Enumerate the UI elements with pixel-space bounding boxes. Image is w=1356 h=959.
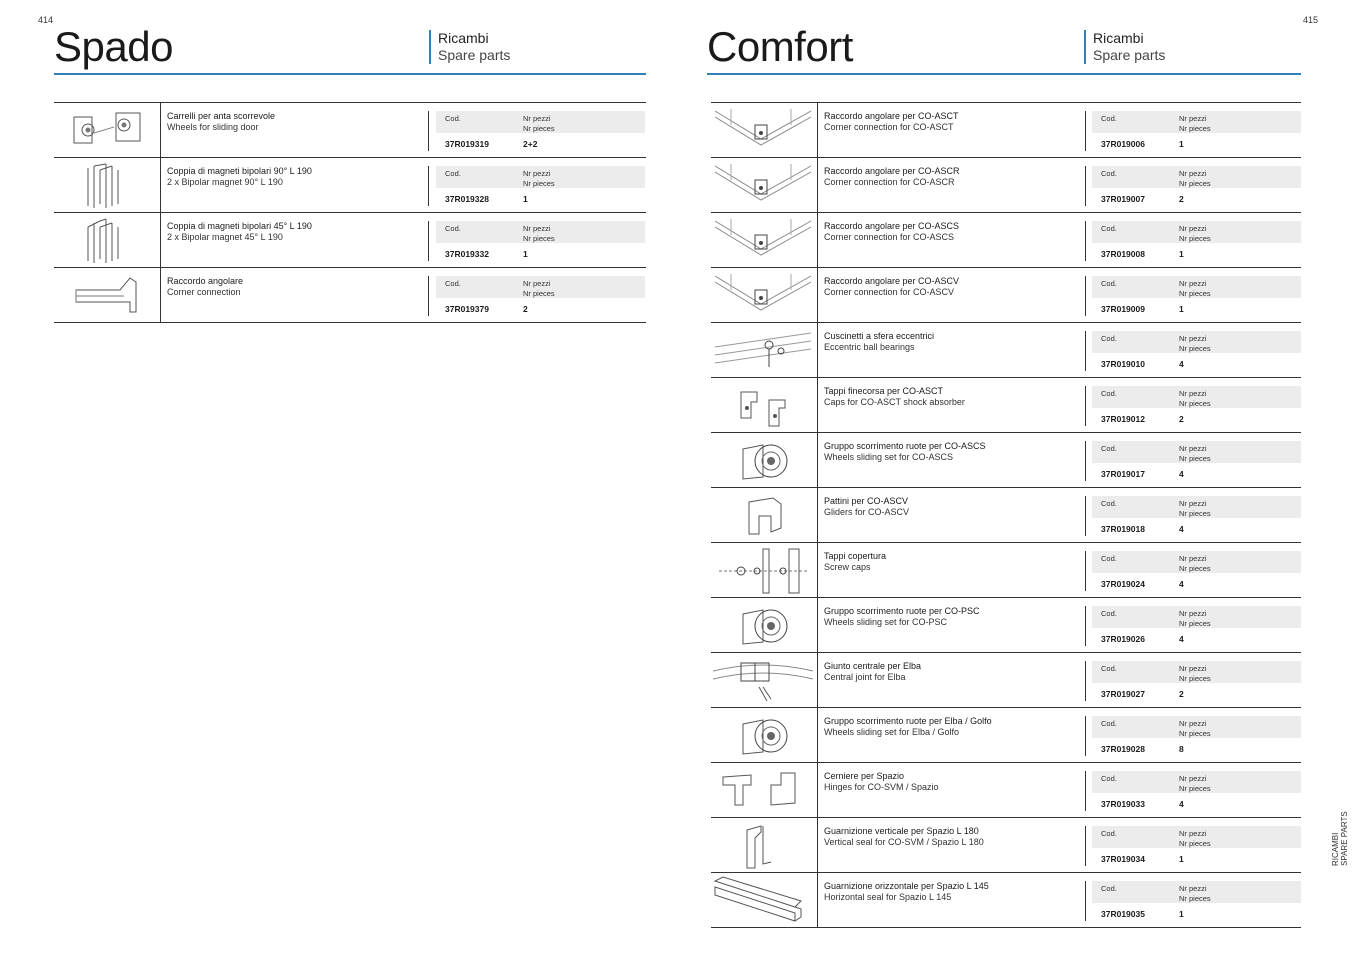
qty-label — [1179, 169, 1211, 189]
section-heading-left — [429, 30, 510, 64]
part-code: 37R019008 — [1101, 249, 1145, 259]
part-name-en: Horizontal seal for Spazio L 145 — [824, 892, 952, 902]
code-header-box — [1092, 441, 1301, 463]
part-description — [824, 826, 984, 848]
qty-label — [1179, 829, 1211, 849]
part-description — [824, 166, 960, 188]
part-name-en: Screw caps — [824, 562, 871, 572]
code-label: Cod. — [1101, 774, 1117, 783]
column-divider — [428, 111, 429, 151]
code-label: Cod. — [1101, 279, 1117, 288]
part-quantity: 8 — [1179, 744, 1184, 754]
part-name-en: Wheels for sliding door — [167, 122, 259, 132]
column-divider — [1085, 441, 1086, 481]
column-divider — [1085, 661, 1086, 701]
part-name-it: Gruppo scorrimento ruote per CO-PSC — [824, 606, 980, 616]
qty-label-it: Nr pezzi — [1179, 609, 1207, 618]
code-label: Cod. — [1101, 719, 1117, 728]
part-code: 37R019026 — [1101, 634, 1145, 644]
code-label: Cod. — [445, 279, 461, 288]
part-image — [711, 213, 818, 267]
magnet-profile-90-icon — [54, 158, 160, 212]
qty-label — [523, 279, 555, 299]
part-description — [167, 276, 243, 298]
part-image — [711, 268, 818, 322]
part-row — [711, 268, 1301, 323]
qty-label-en: Nr pieces — [1179, 344, 1211, 353]
part-code: 37R019332 — [445, 249, 489, 259]
part-description — [824, 551, 886, 573]
qty-label-en: Nr pieces — [1179, 399, 1211, 408]
column-divider — [428, 221, 429, 261]
part-row — [711, 598, 1301, 653]
qty-label-it: Nr pezzi — [1179, 719, 1207, 728]
code-header-box — [436, 111, 645, 133]
part-row — [711, 708, 1301, 763]
qty-label-it: Nr pezzi — [1179, 554, 1207, 563]
section-label-it: Ricambi — [438, 30, 489, 46]
qty-label-en: Nr pieces — [1179, 234, 1211, 243]
part-name-it: Gruppo scorrimento ruote per Elba / Golfo — [824, 716, 992, 726]
part-name-en: Hinges for CO-SVM / Spazio — [824, 782, 939, 792]
code-label: Cod. — [445, 169, 461, 178]
part-image — [54, 158, 161, 212]
qty-label-en: Nr pieces — [1179, 619, 1211, 628]
part-name-it: Coppia di magneti bipolari 45° L 190 — [167, 221, 312, 231]
code-header-box — [1092, 606, 1301, 628]
code-header-box — [1092, 111, 1301, 133]
screw-caps-icon — [711, 543, 817, 597]
qty-label-it: Nr pezzi — [1179, 224, 1207, 233]
part-row — [54, 158, 646, 213]
part-row — [711, 543, 1301, 598]
part-description — [824, 606, 980, 628]
part-name-it: Raccordo angolare per CO-ASCV — [824, 276, 960, 286]
ball-bearing-rail-icon — [711, 323, 817, 377]
code-header-box — [1092, 826, 1301, 848]
code-header-box — [436, 166, 645, 188]
column-divider — [1085, 881, 1086, 921]
side-tab-it: RICAMBI — [1331, 832, 1340, 866]
part-image — [711, 323, 818, 377]
part-quantity: 4 — [1179, 579, 1184, 589]
part-image — [711, 103, 818, 157]
part-code: 37R019024 — [1101, 579, 1145, 589]
part-quantity: 1 — [1179, 304, 1184, 314]
horizontal-seal-icon — [711, 873, 817, 927]
part-code: 37R019006 — [1101, 139, 1145, 149]
part-code: 37R019027 — [1101, 689, 1145, 699]
part-name-en: Eccentric ball bearings — [824, 342, 915, 352]
part-code: 37R019009 — [1101, 304, 1145, 314]
page-number-right: 415 — [1303, 15, 1319, 25]
part-description — [824, 771, 939, 793]
part-name-it: Raccordo angolare per CO-ASCT — [824, 111, 959, 121]
part-description — [824, 386, 965, 408]
code-label: Cod. — [445, 114, 461, 123]
part-quantity: 4 — [1179, 634, 1184, 644]
corner-frame-icon — [711, 158, 817, 212]
column-divider — [1085, 221, 1086, 261]
qty-label — [1179, 719, 1211, 739]
part-description — [167, 166, 312, 188]
code-label: Cod. — [1101, 664, 1117, 673]
part-row — [711, 158, 1301, 213]
qty-label-en: Nr pieces — [523, 179, 555, 188]
part-code: 37R019319 — [445, 139, 489, 149]
section-label-it: Ricambi — [1093, 30, 1144, 46]
part-row — [711, 433, 1301, 488]
part-name-en: Wheels sliding set for Elba / Golfo — [824, 727, 960, 737]
part-row — [711, 653, 1301, 708]
qty-label — [1179, 279, 1211, 299]
corner-frame-icon — [711, 103, 817, 157]
column-divider — [1085, 111, 1086, 151]
part-description — [824, 661, 921, 683]
part-name-en: 2 x Bipolar magnet 45° L 190 — [167, 232, 283, 242]
code-label: Cod. — [1101, 554, 1117, 563]
qty-label — [1179, 444, 1211, 464]
qty-label-it: Nr pezzi — [1179, 114, 1207, 123]
part-name-en: Corner connection for CO-ASCV — [824, 287, 955, 297]
column-divider — [1085, 166, 1086, 206]
code-header-box — [1092, 881, 1301, 903]
code-header-box — [1092, 716, 1301, 738]
part-image — [711, 708, 818, 762]
qty-label-it: Nr pezzi — [1179, 169, 1207, 178]
code-header-box — [1092, 221, 1301, 243]
part-row — [711, 873, 1301, 928]
page-number-left: 414 — [38, 15, 54, 25]
part-name-en: Corner connection for CO-ASCS — [824, 232, 955, 242]
page-title-right: Comfort — [707, 23, 853, 70]
part-name-it: Guarnizione verticale per Spazio L 180 — [824, 826, 979, 836]
column-divider — [1085, 771, 1086, 811]
part-name-en: Wheels sliding set for CO-ASCS — [824, 452, 954, 462]
corner-frame-icon — [711, 268, 817, 322]
part-quantity: 2+2 — [523, 139, 538, 149]
qty-label — [523, 169, 555, 189]
header-rule-left — [54, 73, 646, 75]
part-image — [711, 378, 818, 432]
part-name-en: 2 x Bipolar magnet 90° L 190 — [167, 177, 283, 187]
sliding-door-wheels-icon — [54, 103, 160, 157]
part-name-en: Wheels sliding set for CO-PSC — [824, 617, 948, 627]
section-label-en: Spare parts — [438, 47, 511, 63]
parts-table-right — [711, 102, 1301, 928]
glider-icon — [711, 488, 817, 542]
part-code: 37R019010 — [1101, 359, 1145, 369]
part-description — [167, 111, 275, 133]
part-image — [711, 433, 818, 487]
qty-label-it: Nr pezzi — [1179, 664, 1207, 673]
code-label: Cod. — [1101, 884, 1117, 893]
part-description — [824, 276, 959, 298]
qty-label-it: Nr pezzi — [1179, 444, 1207, 453]
part-row — [711, 323, 1301, 378]
qty-label-en: Nr pieces — [1179, 674, 1211, 683]
part-quantity: 1 — [523, 194, 528, 204]
part-name-en: Corner connection for CO-ASCR — [824, 177, 955, 187]
part-code: 37R019017 — [1101, 469, 1145, 479]
part-quantity: 4 — [1179, 469, 1184, 479]
code-header-box — [1092, 771, 1301, 793]
header-rule-right — [707, 73, 1301, 75]
qty-label-en: Nr pieces — [1179, 729, 1211, 738]
qty-label-en: Nr pieces — [523, 234, 555, 243]
code-label: Cod. — [1101, 224, 1117, 233]
part-name-it: Raccordo angolare per CO-ASCR — [824, 166, 960, 176]
qty-label-it: Nr pezzi — [1179, 774, 1207, 783]
qty-label-it: Nr pezzi — [523, 224, 551, 233]
qty-label-it: Nr pezzi — [1179, 279, 1207, 288]
part-code: 37R019379 — [445, 304, 489, 314]
part-quantity: 2 — [1179, 689, 1184, 699]
qty-label — [1179, 114, 1211, 134]
part-image — [711, 653, 818, 707]
part-code: 37R019035 — [1101, 909, 1145, 919]
part-name-en: Gliders for CO-ASCV — [824, 507, 910, 517]
part-image — [711, 873, 818, 927]
column-divider — [428, 276, 429, 316]
qty-label-it: Nr pezzi — [523, 169, 551, 178]
qty-label — [1179, 334, 1211, 354]
qty-label — [1179, 609, 1211, 629]
qty-label-en: Nr pieces — [1179, 179, 1211, 188]
corner-connection-icon — [54, 268, 160, 322]
qty-label-en: Nr pieces — [1179, 784, 1211, 793]
wheel-set-icon — [711, 598, 817, 652]
qty-label — [1179, 884, 1211, 904]
qty-label — [1179, 554, 1211, 574]
code-label: Cod. — [1101, 389, 1117, 398]
code-label: Cod. — [1101, 444, 1117, 453]
column-divider — [1085, 826, 1086, 866]
code-header-box — [1092, 166, 1301, 188]
code-label: Cod. — [1101, 499, 1117, 508]
part-row — [711, 213, 1301, 268]
qty-label-en: Nr pieces — [1179, 454, 1211, 463]
part-quantity: 2 — [523, 304, 528, 314]
column-divider — [1085, 276, 1086, 316]
part-description — [824, 716, 992, 738]
part-row — [711, 488, 1301, 543]
qty-label-it: Nr pezzi — [1179, 389, 1207, 398]
code-label: Cod. — [1101, 169, 1117, 178]
part-code: 37R019012 — [1101, 414, 1145, 424]
parts-table-left — [54, 102, 646, 323]
qty-label-it: Nr pezzi — [523, 279, 551, 288]
part-code: 37R019328 — [445, 194, 489, 204]
part-quantity: 4 — [1179, 359, 1184, 369]
qty-label-it: Nr pezzi — [1179, 884, 1207, 893]
column-divider — [428, 166, 429, 206]
code-header-box — [436, 221, 645, 243]
part-code: 37R019033 — [1101, 799, 1145, 809]
code-label: Cod. — [1101, 609, 1117, 618]
part-name-it: Giunto centrale per Elba — [824, 661, 922, 671]
end-stop-caps-icon — [711, 378, 817, 432]
part-name-en: Corner connection — [167, 287, 241, 297]
qty-label-en: Nr pieces — [1179, 839, 1211, 848]
part-image — [54, 213, 161, 267]
code-label: Cod. — [445, 224, 461, 233]
part-row — [711, 763, 1301, 818]
side-tab — [1331, 811, 1349, 866]
part-name-it: Raccordo angolare — [167, 276, 244, 286]
qty-label-en: Nr pieces — [523, 289, 555, 298]
part-description — [824, 496, 909, 518]
column-divider — [1085, 716, 1086, 756]
side-tab-en: SPARE PARTS — [1340, 811, 1349, 866]
part-description — [824, 221, 959, 243]
wheel-set-icon — [711, 708, 817, 762]
qty-label-en: Nr pieces — [1179, 894, 1211, 903]
qty-label — [1179, 389, 1211, 409]
part-row — [54, 103, 646, 158]
vertical-seal-icon — [711, 818, 817, 872]
part-image — [711, 158, 818, 212]
central-joint-icon — [711, 653, 817, 707]
part-name-it: Tappi copertura — [824, 551, 887, 561]
part-name-it: Coppia di magneti bipolari 90° L 190 — [167, 166, 312, 176]
part-image — [54, 268, 161, 322]
section-label-en: Spare parts — [1093, 47, 1166, 63]
qty-label — [1179, 664, 1211, 684]
qty-label-en: Nr pieces — [1179, 509, 1211, 518]
part-code: 37R019034 — [1101, 854, 1145, 864]
column-divider — [1085, 386, 1086, 426]
part-image — [711, 763, 818, 817]
code-header-box — [436, 276, 645, 298]
part-name-it: Gruppo scorrimento ruote per CO-ASCS — [824, 441, 986, 451]
qty-label — [1179, 774, 1211, 794]
hinges-icon — [711, 763, 817, 817]
column-divider — [1085, 606, 1086, 646]
qty-label-en: Nr pieces — [523, 124, 555, 133]
part-quantity: 4 — [1179, 799, 1184, 809]
part-row — [54, 213, 646, 268]
section-heading-right — [1084, 30, 1165, 64]
part-quantity: 1 — [1179, 909, 1184, 919]
part-image — [711, 598, 818, 652]
part-name-en: Vertical seal for CO-SVM / Spazio L 180 — [824, 837, 984, 847]
part-quantity: 1 — [1179, 249, 1184, 259]
part-name-it: Tappi finecorsa per CO-ASCT — [824, 386, 944, 396]
part-description — [824, 441, 986, 463]
code-header-box — [1092, 496, 1301, 518]
part-name-it: Pattini per CO-ASCV — [824, 496, 909, 506]
code-label: Cod. — [1101, 334, 1117, 343]
part-image — [711, 543, 818, 597]
part-name-en: Corner connection for CO-ASCT — [824, 122, 954, 132]
wheel-set-icon — [711, 433, 817, 487]
code-header-box — [1092, 661, 1301, 683]
part-image — [711, 818, 818, 872]
qty-label — [1179, 224, 1211, 244]
part-name-it: Cuscinetti a sfera eccentrici — [824, 331, 935, 341]
part-image — [54, 103, 161, 157]
part-name-en: Caps for CO-ASCT shock absorber — [824, 397, 965, 407]
qty-label-it: Nr pezzi — [1179, 499, 1207, 508]
part-row — [711, 818, 1301, 873]
qty-label-en: Nr pieces — [1179, 124, 1211, 133]
part-quantity: 2 — [1179, 414, 1184, 424]
qty-label — [523, 224, 555, 244]
code-label: Cod. — [1101, 114, 1117, 123]
part-description — [824, 111, 959, 133]
part-image — [711, 488, 818, 542]
column-divider — [1085, 496, 1086, 536]
code-header-box — [1092, 331, 1301, 353]
part-quantity: 2 — [1179, 194, 1184, 204]
part-description — [167, 221, 312, 243]
part-row — [711, 378, 1301, 433]
part-quantity: 4 — [1179, 524, 1184, 534]
code-header-box — [1092, 551, 1301, 573]
part-name-en: Central joint for Elba — [824, 672, 906, 682]
code-header-box — [1092, 276, 1301, 298]
column-divider — [1085, 551, 1086, 591]
corner-frame-icon — [711, 213, 817, 267]
page-title-left: Spado — [54, 23, 173, 70]
part-row — [711, 103, 1301, 158]
part-code: 37R019018 — [1101, 524, 1145, 534]
qty-label — [523, 114, 555, 134]
code-header-box — [1092, 386, 1301, 408]
qty-label — [1179, 499, 1211, 519]
magnet-profile-45-icon — [54, 213, 160, 267]
part-name-it: Guarnizione orizzontale per Spazio L 145 — [824, 881, 989, 891]
part-name-it: Cerniere per Spazio — [824, 771, 905, 781]
part-name-it: Carrelli per anta scorrevole — [167, 111, 276, 121]
qty-label-it: Nr pezzi — [1179, 829, 1207, 838]
part-code: 37R019028 — [1101, 744, 1145, 754]
part-row — [54, 268, 646, 323]
part-description — [824, 331, 934, 353]
part-quantity: 1 — [523, 249, 528, 259]
part-quantity: 1 — [1179, 854, 1184, 864]
column-divider — [1085, 331, 1086, 371]
part-description — [824, 881, 989, 903]
qty-label-it: Nr pezzi — [523, 114, 551, 123]
part-name-it: Raccordo angolare per CO-ASCS — [824, 221, 960, 231]
qty-label-it: Nr pezzi — [1179, 334, 1207, 343]
part-code: 37R019007 — [1101, 194, 1145, 204]
code-label: Cod. — [1101, 829, 1117, 838]
qty-label-en: Nr pieces — [1179, 289, 1211, 298]
qty-label-en: Nr pieces — [1179, 564, 1211, 573]
part-quantity: 1 — [1179, 139, 1184, 149]
